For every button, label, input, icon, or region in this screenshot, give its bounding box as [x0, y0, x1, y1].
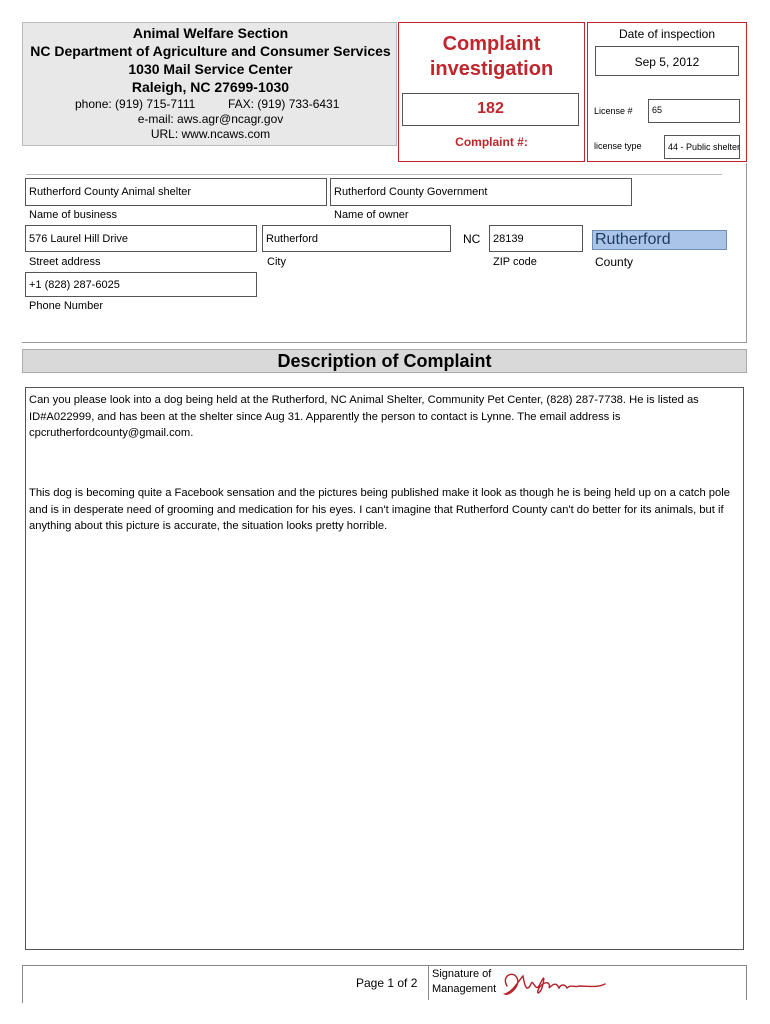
agency-section: Animal Welfare Section — [132, 25, 289, 41]
zip-label: ZIP code — [493, 256, 537, 268]
license-number: 65 — [652, 105, 663, 115]
license-number-label: License # — [594, 106, 633, 116]
license-type-field[interactable] — [664, 135, 740, 159]
county-field[interactable] — [592, 230, 727, 250]
title-line-1: Complaint — [442, 33, 541, 55]
inspection-panel — [587, 22, 747, 162]
title-line-2: investigation — [429, 58, 554, 80]
street-value: 576 Laurel Hill Drive — [29, 233, 129, 245]
owner-name-field[interactable] — [330, 178, 632, 206]
signature-label-1: Signature of — [432, 968, 492, 980]
city-value: Rutherford — [266, 233, 318, 245]
inspection-date: Sep 5, 2012 — [634, 55, 700, 69]
phone-label: Phone Number — [29, 300, 103, 312]
phone-value: +1 (828) 287-6025 — [29, 279, 120, 291]
license-number-field[interactable] — [648, 99, 740, 123]
city-field[interactable] — [262, 225, 451, 252]
zip-field[interactable] — [489, 225, 583, 252]
signature-box[interactable] — [428, 966, 747, 1000]
page-number: Page 1 of 2 — [356, 976, 418, 990]
agency-phone: phone: (919) 715-7111 — [75, 97, 196, 111]
agency-header — [22, 22, 397, 146]
street-label: Street address — [29, 256, 101, 268]
zip-value: 28139 — [493, 233, 524, 245]
agency-url: URL: www.ncaws.com — [150, 127, 271, 141]
agency-city-zip: Raleigh, NC 27699-1030 — [131, 79, 290, 95]
county-label: County — [595, 255, 634, 269]
divider-line — [26, 174, 722, 175]
owner-name-value: Rutherford County Government — [334, 186, 488, 198]
agency-email: e-mail: aws.agr@ncagr.gov — [137, 112, 284, 126]
handwritten-signature-icon — [499, 966, 609, 1000]
license-type: 44 - Public shelter — [668, 142, 741, 152]
description-paragraph-2: This dog is becoming quite a Facebook sensation and the pictures being published make it look as though he is being held up on a catch pole and is in desperate need of grooming and medication for his eyes. I can't imagine that Rutherford County can't do better for its animals, but if anything about this picture is accurate, the situation looks pretty horrible. — [29, 487, 730, 532]
business-name-field[interactable] — [25, 178, 327, 206]
business-name-label: Name of business — [29, 209, 118, 221]
inspection-date-field[interactable] — [595, 46, 739, 76]
complaint-number-label: Complaint #: — [455, 135, 528, 149]
state-value: NC — [463, 232, 481, 246]
agency-mail-center: 1030 Mail Service Center — [128, 61, 293, 77]
complaint-title-panel — [398, 22, 585, 162]
street-field[interactable] — [25, 225, 257, 252]
description-heading: Description of Complaint — [277, 351, 492, 371]
signature-label-2: Management — [432, 983, 497, 995]
phone-field[interactable] — [25, 272, 257, 297]
complaint-number-field[interactable] — [402, 93, 579, 126]
agency-department: NC Department of Agriculture and Consumer Services — [30, 43, 391, 59]
city-label: City — [267, 256, 286, 268]
business-name-value: Rutherford County Animal shelter — [29, 186, 192, 198]
complaint-number: 182 — [477, 100, 504, 117]
description-textarea[interactable] — [25, 387, 744, 950]
footer-left-edge — [22, 965, 23, 1003]
description-paragraph-1: Can you please look into a dog being held at the Rutherford, NC Animal Shelter, Community Pet Center, (828) 287-7738. He is listed as ID#A022999, and has been at the shelter since Aug 31. Apparently the person to contact is Lynne. The email address is cpcrutherfordcounty@gmail.com. — [29, 394, 699, 439]
description-heading-bar — [22, 349, 747, 373]
agency-fax: FAX: (919) 733-6431 — [228, 97, 340, 111]
county-value: Rutherford — [595, 231, 671, 248]
owner-name-label: Name of owner — [334, 209, 409, 221]
inspection-date-label: Date of inspection — [618, 27, 716, 41]
license-type-label: license type — [594, 141, 642, 151]
